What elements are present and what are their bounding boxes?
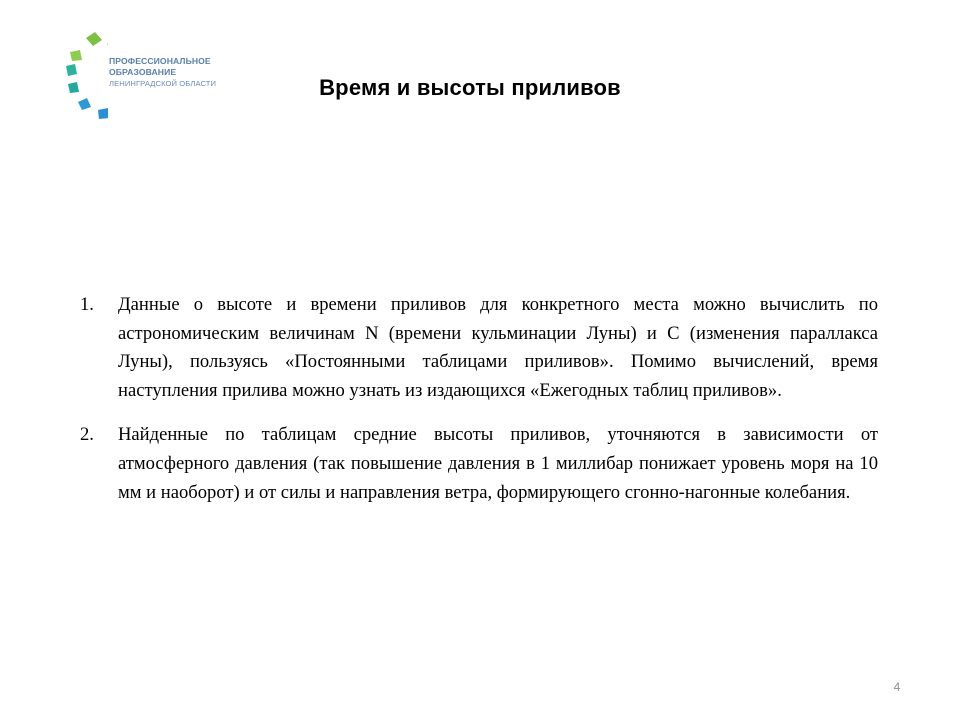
logo-line-2: ОБРАЗОВАНИЕ <box>109 67 177 77</box>
logo-line-3: ЛЕНИНГРАДСКОЙ ОБЛАСТИ <box>109 79 217 88</box>
list-item-text: Данные о высоте и времени приливов для конкретного места можно вычислить по астрономическим величинам N (времени кульминации Луны) и C (изменения параллакса Луны), пользуясь «Постоянными таблицами приливов». Помимо вычислений, время наступления прилива можно узнать из издающихся «Ежегодных таблиц приливов». <box>118 294 878 401</box>
list-item-text: Найденные по таблицам средние высоты приливов, уточняются в зависимости от атмосферного давления (так повышение давления в 1 миллибар понижает уровень моря на 10 мм и наоборот) и от силы и направления ветра, формирующего сгонно-нагонные колебания. <box>118 424 878 503</box>
list-item <box>80 421 878 507</box>
list-item-number: 2. <box>80 424 94 446</box>
slide-title: Время и высоты приливов <box>319 75 621 100</box>
logo-line-1: ПРОФЕССИОНАЛЬНОЕ <box>109 56 211 66</box>
list-item-number: 1. <box>80 294 94 315</box>
page-number: 4 <box>893 680 901 694</box>
numbered-list <box>80 291 878 507</box>
list-item <box>80 291 878 405</box>
